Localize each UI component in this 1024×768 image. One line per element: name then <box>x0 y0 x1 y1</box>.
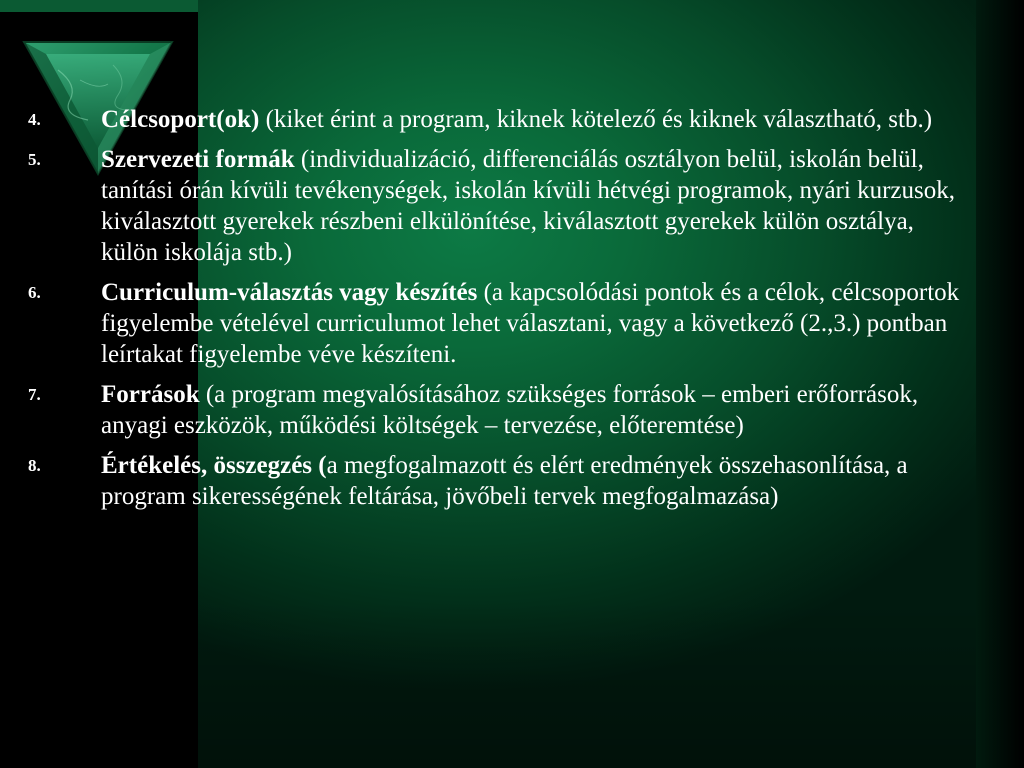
item-term: Curriculum-választás vagy készítés <box>101 279 478 306</box>
item-number: 4. <box>28 110 41 129</box>
item-number: 8. <box>28 456 41 475</box>
item-text: (individualizáció, differenciálás osztályon belül, iskolán belül, tanítási órán kívüli tevékenységek, iskolán kívüli hétvégi programok, nyári kurzusok, kiválasztott gyerekek részbeni elkülönítése, kiválasztott gyerekek külön osztálya, külön iskolája stb.) <box>101 146 955 266</box>
item-term: Szervezeti formák <box>101 146 295 173</box>
item-text: (a kapcsolódási pontok és a célok, célcsoportok figyelembe vételével curriculumot lehet választani, vagy a következő (2.,3.) pontban leírtakat figyelembe véve készíteni. <box>101 279 960 368</box>
list-item <box>28 277 968 370</box>
item-text: a megfogalmazott és elért eredmények összehasonlítása, a program sikerességének feltárása, jövőbeli tervek megfogalmazása) <box>101 452 908 510</box>
bullet-list <box>28 104 968 521</box>
right-dark-band <box>976 0 1024 768</box>
list-item <box>28 104 968 135</box>
list-item <box>28 379 968 441</box>
bottom-shade <box>198 600 976 768</box>
top-green-strip <box>0 0 198 12</box>
item-text: (kiket érint a program, kiknek kötelező és kiknek választható, stb.) <box>259 106 933 133</box>
item-text: (a program megvalósításához szükséges források – emberi erőforrások, anyagi eszközök, működési költségek – tervezése, előteremtése) <box>101 381 919 439</box>
item-number: 5. <box>28 150 41 169</box>
list-item <box>28 450 968 512</box>
item-number: 6. <box>28 283 41 302</box>
item-number: 7. <box>28 385 41 404</box>
item-term: Értékelés, összegzés ( <box>101 452 327 479</box>
item-term: Célcsoport(ok) <box>101 106 260 133</box>
list-item <box>28 144 968 268</box>
item-term: Források <box>101 381 200 408</box>
